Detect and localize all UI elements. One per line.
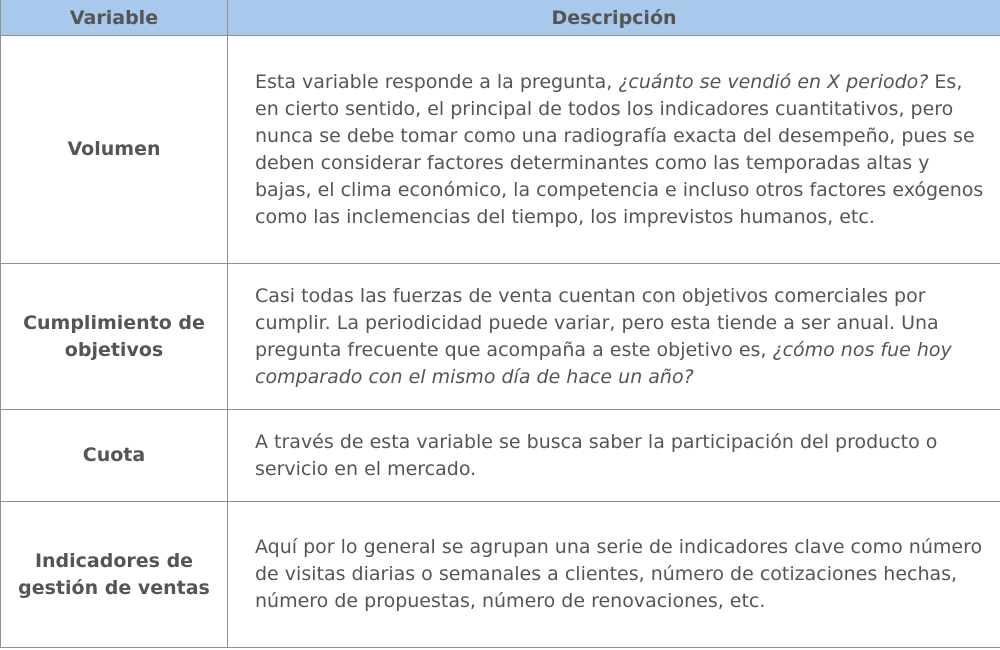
description-cell: A través de esta variable se busca saber la participación del producto o servicio en el mercado. [228, 410, 1000, 502]
variable-cell: Volumen [1, 36, 228, 264]
description-cell [228, 264, 1000, 410]
description-question: ¿cuánto se vendió en X periodo? [618, 70, 929, 93]
table-row [1, 264, 1000, 410]
description-cell [228, 36, 1000, 264]
description-text: Es, en cierto sentido, el principal de todos los indicadores cuantitativos, pero nunca se debe tomar como una radiografía exacta del desempeño, pues se deben considerar factores determinantes como las temporadas altas y bajas, el clima económico, la competencia e incluso otros factores exógenos como las inclemencias del tiempo, los imprevistos humanos, etc. [255, 70, 984, 228]
description-cell: Aquí por lo general se agrupan una serie de indicadores clave como número de visitas diarias o semanales a clientes, número de cotizaciones hechas, número de propuestas, número de renovaciones, etc. [228, 502, 1000, 648]
header-variable: Variable [1, 0, 228, 36]
table-row [1, 502, 1000, 648]
variable-cell: Indicadores de gestión de ventas [1, 502, 228, 648]
table-row [1, 410, 1000, 502]
variable-cell: Cumplimiento de objetivos [1, 264, 228, 410]
description-text: Casi todas las fuerzas de venta cuentan con objetivos comerciales por cumplir. La periodicidad puede variar, pero esta tiende a ser anual. Una pregunta frecuente que acompaña a este objetivo es, [255, 284, 939, 361]
variable-cell: Cuota [1, 410, 228, 502]
description-question: ¿cómo nos fue hoy comparado con el mismo día de hace un año? [255, 338, 952, 388]
header-descripcion: Descripción [228, 0, 1000, 36]
description-text: Esta variable responde a la pregunta, [255, 70, 619, 93]
table-row [1, 36, 1000, 264]
table-header-row [1, 0, 1000, 36]
